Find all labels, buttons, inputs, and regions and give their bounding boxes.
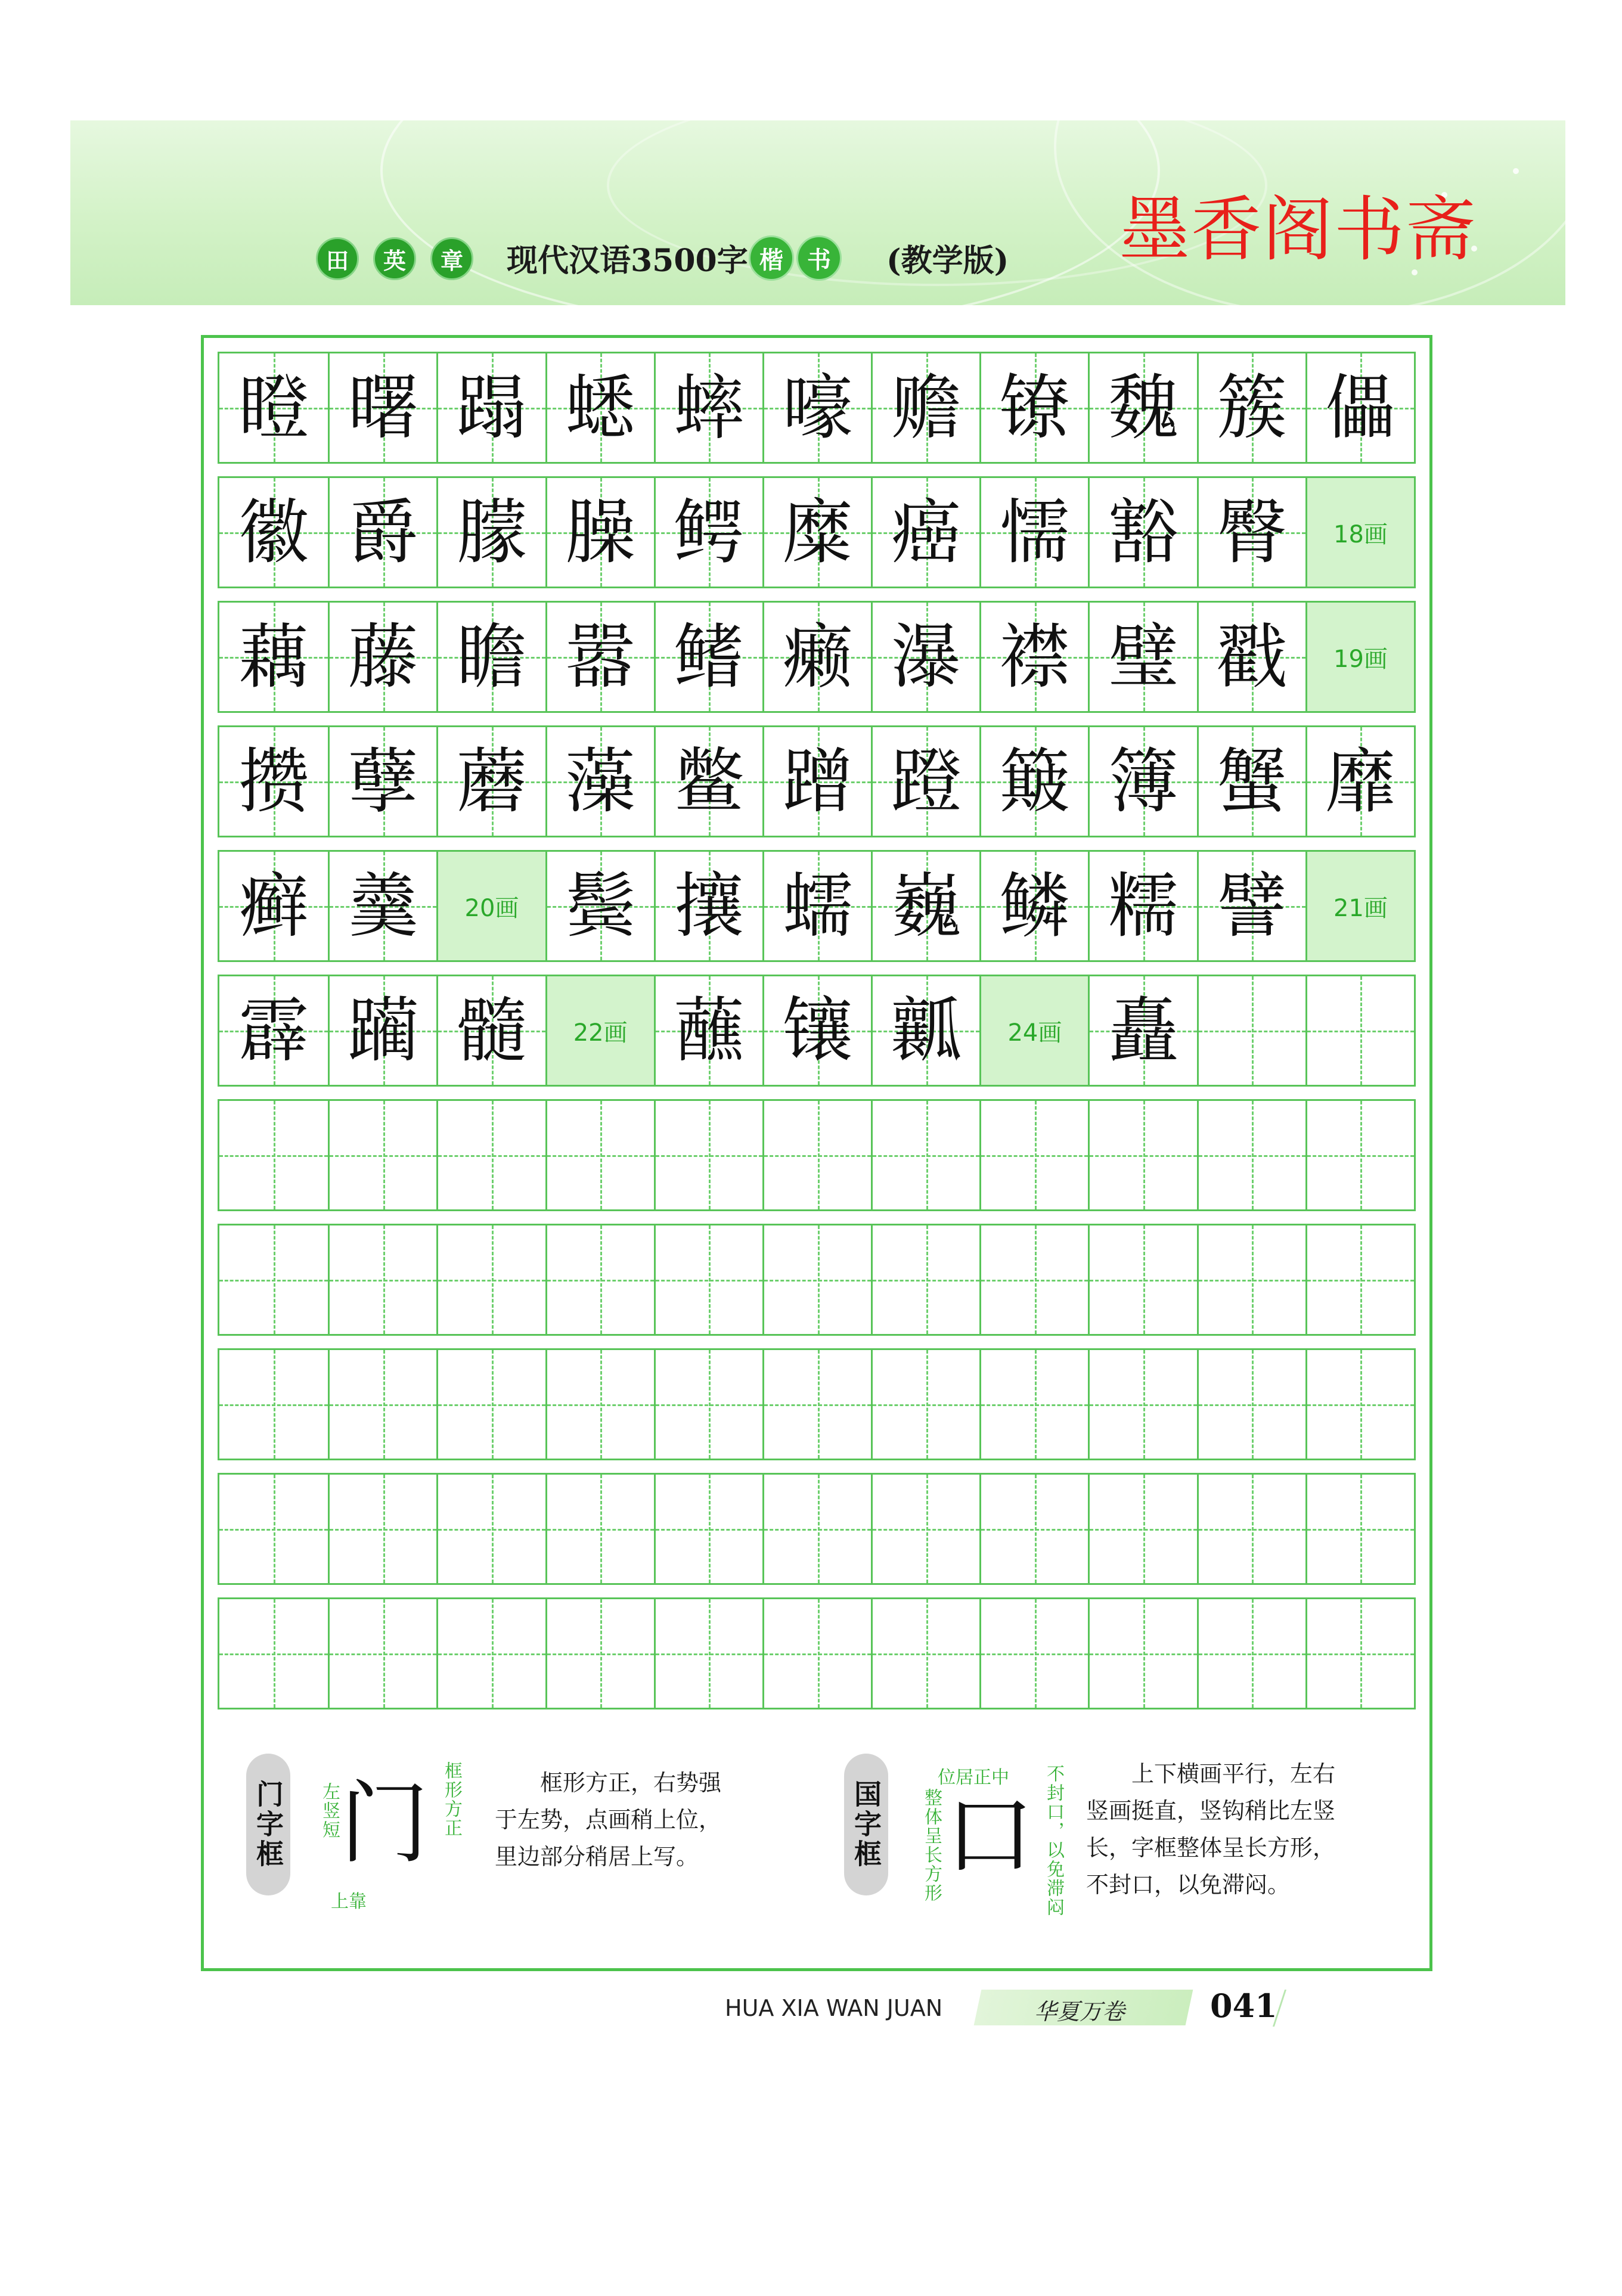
character-cell (219, 353, 328, 462)
tip-line: 里边部分稍居上写。 (495, 1844, 699, 1870)
character-cell (436, 478, 545, 587)
character-cell (979, 603, 1088, 711)
character-cell (1305, 353, 1414, 462)
grid-row (218, 1597, 1416, 1709)
stroke-count-cell (1305, 852, 1414, 960)
character-cell (979, 353, 1088, 462)
empty-cell (436, 1225, 545, 1334)
stroke-count-cell (1305, 478, 1414, 587)
character-cell (1088, 478, 1196, 587)
practice-grid (218, 352, 1416, 1722)
style-badge: 楷 (749, 235, 794, 281)
character-cell (219, 852, 328, 960)
empty-cell (871, 1225, 979, 1334)
tip-label: 整体呈长方形 (921, 1788, 942, 1903)
example-char: 口 (945, 1784, 1035, 1888)
empty-cell (1305, 1350, 1414, 1459)
character-cell (1197, 852, 1305, 960)
practice-character: 赡 (891, 367, 962, 449)
empty-cell (545, 1350, 654, 1459)
empty-cell (1088, 1599, 1196, 1708)
practice-character: 鬓 (565, 865, 636, 947)
practice-character: 簿 (1108, 740, 1179, 823)
practice-character: 髓 (456, 989, 527, 1072)
empty-cell (436, 1475, 545, 1583)
grid-row (218, 601, 1416, 713)
character-cell (1197, 603, 1305, 711)
practice-character: 蟹 (1217, 740, 1288, 823)
practice-character: 藤 (348, 616, 418, 698)
practice-character: 镶 (782, 989, 853, 1072)
grid-row (218, 725, 1416, 837)
empty-cell (436, 1599, 545, 1708)
practice-character: 鳄 (674, 491, 745, 573)
practice-character: 矗 (1108, 989, 1179, 1072)
empty-cell (545, 1101, 654, 1209)
practice-character: 簸 (999, 740, 1070, 823)
practice-character: 瞻 (456, 616, 527, 698)
practice-character: 蹭 (782, 740, 853, 823)
empty-cell (1305, 976, 1414, 1085)
practice-character: 璧 (1108, 616, 1179, 698)
character-cell (328, 603, 436, 711)
practice-character: 爵 (348, 491, 418, 573)
empty-cell (219, 1225, 328, 1334)
character-cell (979, 852, 1088, 960)
empty-cell (1305, 1101, 1414, 1209)
empty-cell (545, 1225, 654, 1334)
practice-character: 鳍 (674, 616, 745, 698)
author-badge: 章 (430, 237, 473, 280)
character-cell (871, 603, 979, 711)
practice-character: 癞 (782, 616, 853, 698)
practice-character: 羹 (348, 865, 418, 947)
tip-line: 于左势，点画稍上位， (495, 1807, 722, 1833)
empty-cell (545, 1599, 654, 1708)
practice-character: 朦 (456, 491, 527, 573)
empty-cell (871, 1350, 979, 1459)
empty-cell (1197, 1225, 1305, 1334)
empty-cell (762, 1225, 871, 1334)
practice-character: 蹋 (456, 367, 527, 449)
character-cell (871, 976, 979, 1085)
character-cell (328, 727, 436, 836)
character-cell (436, 353, 545, 462)
empty-cell (979, 1225, 1088, 1334)
empty-cell (1197, 1599, 1305, 1708)
page-number: 041 (1210, 1987, 1277, 2025)
tip-title: 国字框 (850, 1780, 882, 1869)
stroke-count-cell (1305, 603, 1414, 711)
empty-cell (328, 1225, 436, 1334)
character-cell (654, 353, 762, 462)
tip-line: 长，字框整体呈长方形， (1086, 1835, 1336, 1861)
character-cell (654, 727, 762, 836)
character-cell (979, 478, 1088, 587)
character-cell (762, 353, 871, 462)
character-cell (654, 603, 762, 711)
character-cell (328, 852, 436, 960)
tip-title: 门字框 (252, 1780, 284, 1869)
grid-row (218, 850, 1416, 962)
tip-line: 框形方正，右势强 (540, 1770, 722, 1796)
character-cell (545, 852, 654, 960)
practice-character: 瀑 (891, 616, 962, 698)
empty-cell (1088, 1350, 1196, 1459)
stroke-count-cell (979, 976, 1088, 1085)
character-cell (328, 353, 436, 462)
character-cell (979, 727, 1088, 836)
empty-cell (762, 1599, 871, 1708)
empty-cell (979, 1475, 1088, 1583)
empty-cell (871, 1599, 979, 1708)
character-cell (545, 603, 654, 711)
empty-cell (762, 1101, 871, 1209)
tip-label: 位居正中 (938, 1767, 1009, 1788)
character-cell (545, 727, 654, 836)
empty-cell (654, 1350, 762, 1459)
character-cell (545, 478, 654, 587)
practice-character: 蘸 (674, 989, 745, 1072)
character-cell (762, 478, 871, 587)
empty-cell (1197, 1101, 1305, 1209)
empty-cell (219, 1599, 328, 1708)
author-badge: 英 (373, 237, 416, 280)
character-cell (1305, 727, 1414, 836)
practice-character: 瞪 (238, 367, 309, 449)
character-cell (871, 478, 979, 587)
practice-character: 攒 (238, 740, 309, 823)
practice-character: 戳 (1217, 616, 1288, 698)
character-cell (219, 603, 328, 711)
tip-text (495, 1764, 793, 1875)
practice-character: 糯 (1108, 865, 1179, 947)
grid-row (218, 1348, 1416, 1460)
practice-character: 懦 (999, 491, 1070, 573)
practice-character: 靡 (1325, 740, 1396, 823)
sparkle-icon (1513, 168, 1519, 174)
edition-label: (教学版) (886, 243, 1009, 279)
practice-character: 瓤 (891, 989, 962, 1072)
character-cell (871, 353, 979, 462)
empty-cell (328, 1599, 436, 1708)
practice-character: 鳖 (674, 740, 745, 823)
empty-cell (219, 1350, 328, 1459)
practice-character: 豁 (1108, 491, 1179, 573)
practice-character: 藻 (565, 740, 636, 823)
grid-row (218, 1099, 1416, 1211)
practice-character: 臀 (1217, 491, 1288, 573)
empty-cell (219, 1101, 328, 1209)
empty-cell (1305, 1475, 1414, 1583)
character-cell (762, 852, 871, 960)
character-cell (1197, 727, 1305, 836)
character-cell (1088, 727, 1196, 836)
empty-cell (871, 1475, 979, 1583)
practice-character: 躏 (348, 989, 418, 1072)
tip-line: 不封口，以免滞闷。 (1086, 1872, 1291, 1898)
character-cell (219, 976, 328, 1085)
author-badge: 田 (316, 237, 359, 280)
practice-character: 癣 (238, 865, 309, 947)
grid-row (218, 1473, 1416, 1585)
character-cell (762, 976, 871, 1085)
style-badge: 书 (796, 235, 842, 281)
practice-character: 霹 (238, 989, 309, 1072)
character-cell (654, 852, 762, 960)
character-cell (545, 353, 654, 462)
character-cell (219, 478, 328, 587)
empty-cell (979, 1101, 1088, 1209)
character-cell (219, 727, 328, 836)
example-char: 门 (340, 1772, 430, 1876)
stroke-count-label: 18画 (1333, 520, 1388, 548)
tip-label: 框形方正 (441, 1761, 462, 1838)
practice-character: 簇 (1217, 367, 1288, 449)
character-cell (436, 727, 545, 836)
empty-cell (1088, 1225, 1196, 1334)
character-cell (654, 976, 762, 1085)
tip-label: 上靠 (331, 1891, 367, 1912)
empty-cell (762, 1475, 871, 1583)
grid-row (218, 476, 1416, 588)
character-cell (654, 478, 762, 587)
tip-label: 不封口，以免滞闷 (1043, 1764, 1064, 1917)
empty-cell (979, 1599, 1088, 1708)
character-cell (1088, 353, 1196, 462)
empty-cell (545, 1475, 654, 1583)
empty-cell (1305, 1225, 1414, 1334)
empty-cell (654, 1225, 762, 1334)
tip-label: 左竖短 (319, 1782, 340, 1839)
empty-cell (979, 1350, 1088, 1459)
practice-character: 魏 (1108, 367, 1179, 449)
empty-cell (654, 1599, 762, 1708)
tip-title-pill (844, 1754, 888, 1895)
empty-cell (1305, 1599, 1414, 1708)
character-cell (328, 976, 436, 1085)
empty-cell (654, 1475, 762, 1583)
stroke-count-label: 20画 (464, 894, 519, 922)
practice-character: 蘑 (456, 740, 527, 823)
stroke-count-cell (545, 976, 654, 1085)
practice-character: 蹬 (891, 740, 962, 823)
empty-cell (328, 1101, 436, 1209)
practice-character: 蠕 (782, 865, 853, 947)
practice-character: 臊 (565, 491, 636, 573)
empty-cell (219, 1475, 328, 1583)
practice-character: 曙 (348, 367, 418, 449)
empty-cell (1088, 1101, 1196, 1209)
empty-cell (328, 1350, 436, 1459)
character-cell (871, 727, 979, 836)
character-cell (328, 478, 436, 587)
tip-line: 上下横画平行，左右 (1131, 1761, 1336, 1787)
book-title: 现代汉语3500字 (507, 243, 748, 279)
empty-cell (1197, 976, 1305, 1085)
character-cell (1088, 852, 1196, 960)
tip-title-pill (246, 1754, 290, 1895)
empty-cell (436, 1350, 545, 1459)
grid-row (218, 1224, 1416, 1336)
empty-cell (328, 1475, 436, 1583)
stroke-count-label: 22画 (573, 1019, 628, 1047)
practice-character: 孽 (348, 740, 418, 823)
empty-cell (1197, 1475, 1305, 1583)
tip-text (1086, 1755, 1396, 1903)
practice-character: 鳞 (999, 865, 1070, 947)
practice-character: 嚣 (565, 616, 636, 698)
empty-cell (654, 1101, 762, 1209)
practice-character: 嚎 (782, 367, 853, 449)
practice-character: 徽 (238, 491, 309, 573)
practice-character: 巍 (891, 865, 962, 947)
footer-publisher-en: HUA XIA WAN JUAN (725, 1995, 943, 2021)
watermark-stamp: 墨香阁书斋 (1119, 188, 1478, 271)
empty-cell (762, 1350, 871, 1459)
character-cell (762, 603, 871, 711)
character-cell (1197, 353, 1305, 462)
practice-character: 癌 (891, 491, 962, 573)
practice-character: 藕 (238, 616, 309, 698)
stroke-count-cell (436, 852, 545, 960)
character-cell (1088, 976, 1196, 1085)
stroke-count-label: 24画 (1007, 1019, 1062, 1047)
practice-character: 蟋 (565, 367, 636, 449)
practice-character: 儡 (1325, 367, 1396, 449)
character-cell (1197, 478, 1305, 587)
empty-cell (1197, 1350, 1305, 1459)
practice-character: 糜 (782, 491, 853, 573)
character-cell (1088, 603, 1196, 711)
practice-character: 譬 (1217, 865, 1288, 947)
practice-character: 蟀 (674, 367, 745, 449)
character-cell (871, 852, 979, 960)
empty-cell (436, 1101, 545, 1209)
character-cell (436, 976, 545, 1085)
grid-row (218, 975, 1416, 1087)
practice-character: 襟 (999, 616, 1070, 698)
empty-cell (871, 1101, 979, 1209)
stroke-count-label: 19画 (1333, 645, 1388, 673)
stroke-count-label: 21画 (1333, 894, 1388, 922)
empty-cell (1088, 1475, 1196, 1583)
grid-row (218, 352, 1416, 464)
practice-character: 攘 (674, 865, 745, 947)
character-cell (762, 727, 871, 836)
footer-publisher-cn: 华夏万卷 (1034, 1999, 1125, 2025)
character-cell (436, 603, 545, 711)
practice-character: 镣 (999, 367, 1070, 449)
tip-line: 竖画挺直，竖钩稍比左竖 (1086, 1798, 1336, 1824)
